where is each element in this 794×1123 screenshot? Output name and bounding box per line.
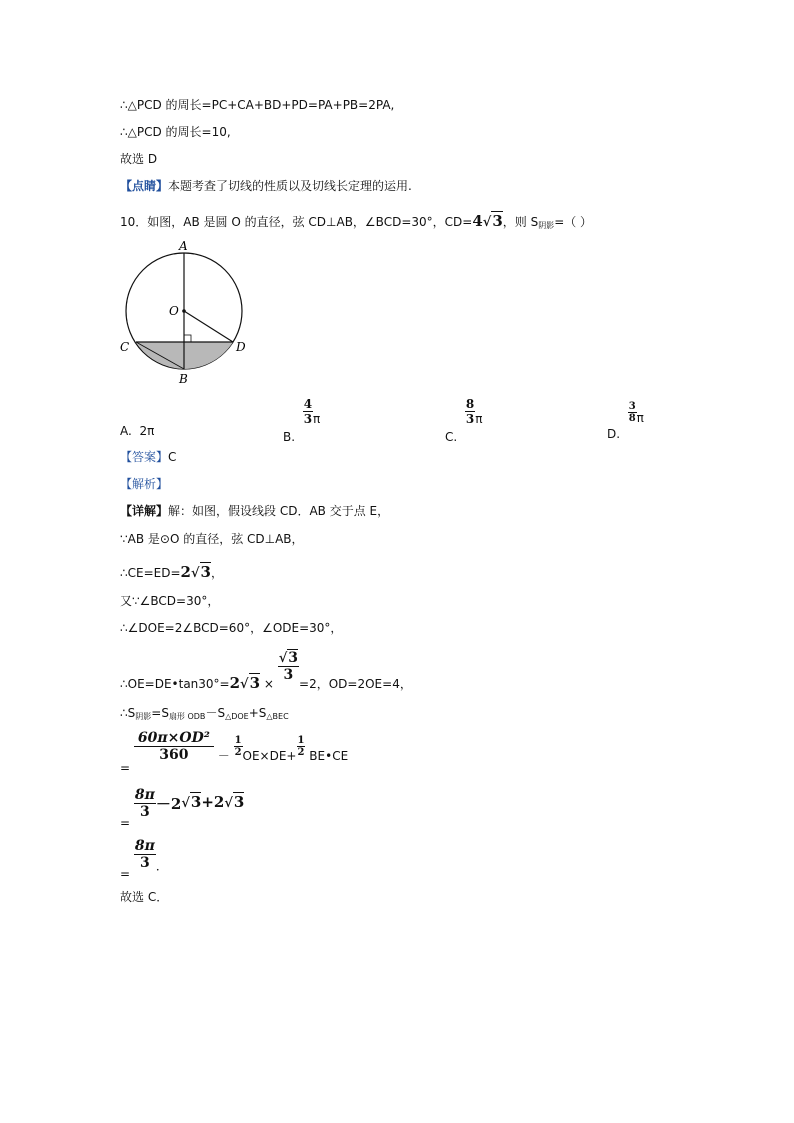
step6-prefix: ∴S bbox=[120, 706, 136, 720]
step6-mid3: +S bbox=[248, 706, 267, 720]
step7-half-2-num: 1 bbox=[297, 735, 305, 746]
solution-step-7 bbox=[120, 730, 348, 775]
solution-step-6 bbox=[120, 704, 289, 726]
step8-radicand-1: 3 bbox=[190, 793, 202, 811]
step9-fraction bbox=[134, 838, 156, 871]
step6-sub-sector: 扇形 ODB bbox=[168, 712, 206, 721]
cd-radicand: 3 bbox=[492, 212, 503, 230]
solution-step-2 bbox=[120, 563, 223, 583]
step8-sqrt-2: √ bbox=[224, 796, 233, 811]
step7-numerator: 60π×OD² bbox=[134, 730, 214, 747]
question-suffix-a: ，则 S bbox=[502, 215, 539, 229]
option-d-fraction bbox=[628, 401, 637, 424]
step2-prefix: ∴CE=ED= bbox=[120, 566, 181, 580]
circle-figure bbox=[115, 238, 255, 388]
answer-line bbox=[120, 448, 176, 466]
option-b-numerator: 4 bbox=[303, 397, 313, 411]
option-b-fraction bbox=[303, 397, 313, 426]
option-c-pi: π bbox=[475, 412, 483, 426]
label-b: B bbox=[179, 372, 188, 386]
sqrt-symbol: √ bbox=[482, 215, 492, 230]
step9-equals: = bbox=[120, 867, 131, 881]
comment-line bbox=[120, 177, 412, 195]
center-point bbox=[182, 309, 186, 313]
option-b-label: B. bbox=[283, 430, 296, 444]
step8-sqrt-1: √ bbox=[181, 796, 190, 811]
analysis-tag: 【解析】 bbox=[120, 477, 169, 491]
detail-text: 解：如图，假设线段 CD．AB 交于点 E， bbox=[168, 504, 390, 518]
answer-tag: 【答案】 bbox=[120, 450, 169, 464]
step7-mid: OE×DE+ bbox=[242, 749, 297, 763]
label-d: D bbox=[236, 340, 246, 354]
step6-mid2: －S bbox=[205, 706, 226, 720]
step8-denominator: 3 bbox=[140, 804, 150, 820]
text-line-perimeter-expression: ∴△PCD 的周长=PC+CA+BD+PD=PA+PB=2PA, bbox=[120, 98, 395, 112]
step8-rest-a: －2 bbox=[155, 795, 182, 813]
step8-fraction bbox=[134, 787, 156, 820]
option-d-pi: π bbox=[636, 411, 644, 425]
solution-final: 故选 C． bbox=[120, 890, 169, 904]
option-d-numerator: 3 bbox=[628, 401, 636, 412]
option-c-numerator: 8 bbox=[465, 397, 475, 411]
step7-minus: － bbox=[217, 749, 230, 763]
text-line-perimeter-value: ∴△PCD 的周长=10, bbox=[120, 125, 231, 139]
step5-times: × bbox=[263, 677, 274, 691]
option-c-label: C. bbox=[445, 430, 458, 444]
label-o: O bbox=[169, 304, 179, 318]
solution-step-1: ∵AB 是⊙O 的直径，弦 CD⊥AB， bbox=[120, 532, 304, 546]
detail-line bbox=[120, 502, 389, 520]
step5-suffix: =2，OD=2OE=4， bbox=[299, 677, 412, 691]
text-line-choose-d: 故选 D bbox=[120, 152, 158, 166]
step7-tail: BE•CE bbox=[309, 749, 349, 763]
detail-tag: 【详解】 bbox=[120, 504, 169, 518]
step8-radicand-2: 3 bbox=[233, 793, 245, 811]
step8-numerator: 8π bbox=[134, 787, 155, 803]
option-d[interactable] bbox=[607, 401, 644, 441]
option-c-denominator: 3 bbox=[465, 412, 475, 426]
step8-rest-b: +2 bbox=[201, 793, 225, 811]
step5-coefficient: 2 bbox=[229, 674, 241, 692]
step2-suffix: ， bbox=[210, 566, 223, 580]
step5-numerator-radicand: 3 bbox=[288, 650, 299, 666]
step8-equals: = bbox=[120, 816, 131, 830]
step5-radicand: 3 bbox=[249, 674, 261, 692]
question-suffix-b: =（ ） bbox=[554, 215, 593, 229]
step7-half-2-den: 2 bbox=[297, 747, 305, 758]
answer-value: C bbox=[168, 450, 177, 464]
step7-half-1-den: 2 bbox=[234, 747, 242, 758]
comment-tag: 【点睛】 bbox=[120, 179, 169, 193]
label-c: C bbox=[120, 340, 130, 354]
option-a-label: A. bbox=[120, 424, 132, 438]
cd-coefficient: 4 bbox=[472, 212, 483, 230]
step2-coefficient: 2 bbox=[180, 563, 191, 581]
option-b-pi: π bbox=[313, 412, 321, 426]
step5-denominator: 3 bbox=[283, 667, 294, 683]
step9-denominator: 3 bbox=[140, 855, 150, 871]
step2-radicand: 3 bbox=[200, 563, 211, 581]
comment-text: 本题考查了切线的性质以及切线长定理的运用. bbox=[168, 179, 412, 193]
question-10 bbox=[120, 212, 592, 235]
solution-step-5 bbox=[120, 650, 412, 692]
option-d-denominator: 8 bbox=[628, 413, 636, 424]
step5-fraction bbox=[278, 650, 299, 683]
step7-half-1-num: 1 bbox=[234, 735, 242, 746]
step7-half-1 bbox=[234, 735, 243, 758]
option-d-label: D. bbox=[607, 427, 621, 441]
step6-mid1: =S bbox=[151, 706, 169, 720]
step7-sector-fraction bbox=[134, 730, 214, 763]
step9-suffix: ． bbox=[155, 859, 168, 873]
option-a[interactable] bbox=[120, 424, 154, 438]
step7-half-2 bbox=[297, 735, 306, 758]
step9-numerator: 8π bbox=[134, 838, 155, 854]
option-a-value: 2π bbox=[139, 424, 155, 438]
step5-prefix: ∴OE=DE•tan30°= bbox=[120, 677, 230, 691]
option-c[interactable] bbox=[445, 397, 482, 444]
step7-denominator: 360 bbox=[159, 747, 189, 763]
solution-step-4: ∴∠DOE=2∠BCD=60°，∠ODE=30°， bbox=[120, 621, 343, 635]
step2-sqrt-symbol: √ bbox=[190, 566, 200, 581]
step6-sub-doe: △DOE bbox=[225, 712, 249, 721]
step7-equals: = bbox=[120, 761, 131, 775]
step6-sub-bec: △BEC bbox=[266, 712, 289, 721]
solution-step-3: 又∵∠BCD=30°， bbox=[120, 594, 220, 608]
option-c-fraction bbox=[465, 397, 475, 426]
label-a: A bbox=[179, 239, 188, 253]
right-angle-mark bbox=[184, 335, 191, 342]
solution-step-9 bbox=[120, 838, 168, 881]
step6-sub-shaded: 阴影 bbox=[135, 712, 152, 721]
question-shaded-subscript: 阴影 bbox=[538, 221, 555, 230]
question-prefix: 10．如图，AB 是圆 O 的直径，弦 CD⊥AB，∠BCD=30°，CD= bbox=[120, 215, 473, 229]
option-b-denominator: 3 bbox=[303, 412, 313, 426]
solution-step-8 bbox=[120, 787, 244, 830]
step5-sqrt-symbol: √ bbox=[240, 677, 249, 692]
step5-numerator: √3 bbox=[278, 650, 299, 666]
option-b[interactable] bbox=[283, 397, 320, 444]
